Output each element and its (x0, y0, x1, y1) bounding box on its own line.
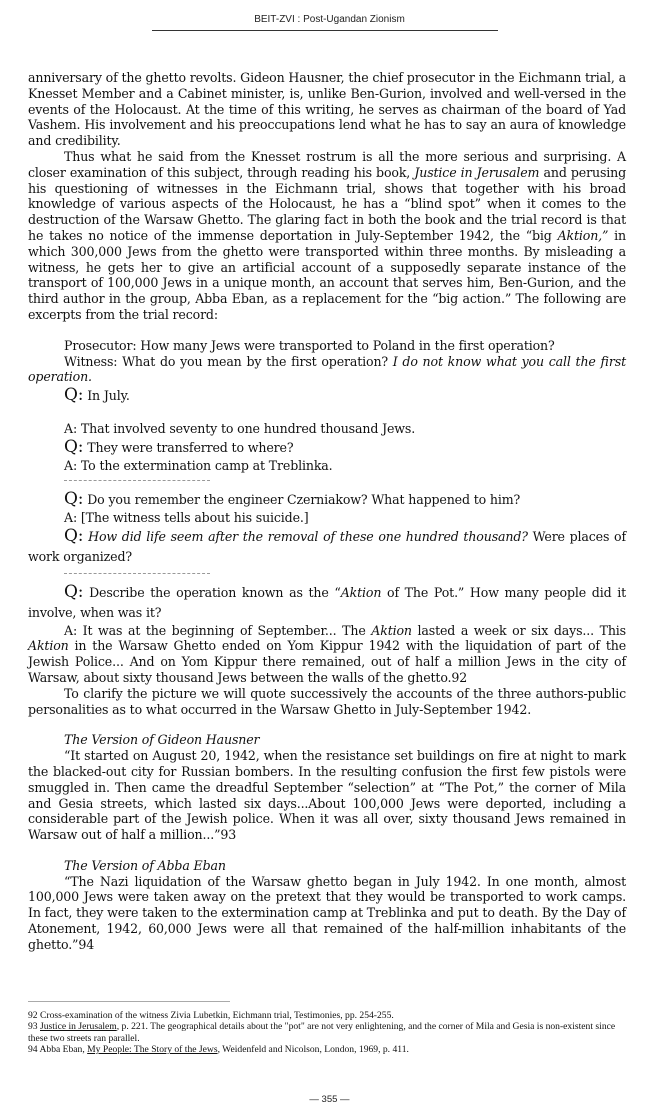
quote-hausner: “It started on August 20, 1942, when the resistance set buildings on fire at night to mark the blacked-out city for Russian bombers. In the resulting confusion the first few pistols were smuggled in. Then came the dreadful September “selection” at “The Pot,” the corner of Mila and Gesia streets, which lasted six days...About 100,000 Jews were deported, including a considerable part of the Jewish police. When it was all over, sixty thousand Jews remained in Warsaw out of half a million...”93 (28, 748, 626, 843)
trial-transcript (28, 338, 626, 686)
transcript-a3: A: [The witness tells about his suicide.] (64, 509, 309, 525)
transcript-q1: Q: In July. (64, 385, 130, 406)
transcript-q4: Q: How did life seem after the removal of these one hundred thousand? Were places of work organized? (28, 525, 627, 564)
transcript-a1: A: That involved seventy to one hundred thousand Jews. (64, 421, 416, 437)
footnote-92: 92 Cross-examination of the witness Zivia Lubetkin, Eichmann trial, Testimonies, pp. 254-255. (28, 1010, 394, 1021)
transcript-q2: Q: They were transferred to where? (64, 436, 294, 457)
page-body (28, 70, 626, 953)
footnote-book-title: My People: The Story of the Jews (87, 1044, 218, 1056)
book-title-justice-in-jerusalem: Justice in Jerusalem (414, 164, 540, 180)
paragraph-blind-spot: Thus what he said from the Knesset rostrum is all the more serious and surprising. A closer examination of this subject, through reading his book, Justice in Jerusalem and perusing his questioning of witnesses in the Eichmann trial, shows that together with his broad knowledge of various aspects of the Holocaust, he has a “blind spot” when it comes to the destruction of the Warsaw Ghetto. The glaring fact in both the book and the trial record is that he takes no notice of the immense deportation in July-September 1942, the “big Aktion,” in which 300,000 Jews from the ghetto were transported within three months. By misleading a witness, he gets her to give an artificial account of a supposedly separate instance of the transport of 100,000 Jews in a unique month, an account that serves him, Ben-Gurion, and the third author in the group, Abba Eban, as a replacement for the “big action.” The following are excerpts from the trial record: (28, 148, 627, 322)
transcript-q5: Q: Describe the operation known as the “Aktion of The Pot.” How many people did it involve, when was it? (28, 581, 627, 620)
heading-eban-version: The Version of Abba Eban (64, 857, 226, 873)
footnote-93: 93 Justice in Jerusalem, p. 221. The geographical details about the "pot" are not very enlightening, and the corner of Mila and Gesia is non-existent since these two streets ran parallel. (28, 1021, 616, 1044)
running-header: BEIT-ZVI : Post-Ugandan Zionism (254, 14, 405, 25)
footnotes (28, 1010, 628, 1056)
footnote-rule (28, 1001, 230, 1002)
page-number: — 355 — (309, 1094, 350, 1105)
transcript-prosecutor: Prosecutor: How many Jews were transported to Poland in the first operation? (64, 337, 555, 353)
transcript-a2: A: To the extermination camp at Treblinka. (64, 457, 333, 473)
transcript-a5: A: It was at the beginning of September... The Aktion lasted a week or six days... This Aktion in the Warsaw Ghetto ended on Yom Kippur 1942 with the liquidation of part of the Jewish Police... And on Yom Kippur there remained, out of half a million Jews in the city of Warsaw, about sixty thousand Jews between the walls of the ghetto.92 (28, 622, 626, 685)
quote-eban: “The Nazi liquidation of the Warsaw ghetto began in July 1942. In one month, almost 100,000 Jews were taken away on the pretext that they would be transported to work camps. In fact, they were taken to the extermination camp at Treblinka and put to death. By the Day of Atonement, 1942, 60,000 Jews were all that remained of the half-million inhabitants of the ghetto.”94 (28, 873, 626, 952)
footnote-book-title: Justice in Jerusalem (40, 1021, 117, 1033)
transcript-witness: Witness: What do you mean by the first operation? I do not know what you call the first operation. (28, 353, 626, 385)
q-label: Q: (64, 385, 84, 406)
transcript-q3: Q: Do you remember the engineer Czerniakow? What happened to him? (64, 488, 521, 509)
footnote-94: 94 Abba Eban, My People: The Story of the Jews, Weidenfeld and Nicolson, London, 1969, p. 411. (28, 1044, 409, 1056)
paragraph-hausner-intro: anniversary of the ghetto revolts. Gideon Hausner, the chief prosecutor in the Eichmann trial, a Knesset Member and a Cabinet minister, is, unlike Ben-Gurion, involved and well-versed in the events of the Holocaust. At the time of this writing, he serves as chairman of the board of Yad Vashem. His involvement and his preoccupations lend what he has to say an aura of knowledge and credibility. (28, 70, 626, 149)
header-rule (152, 30, 498, 31)
transcript-separator (64, 573, 210, 580)
paragraph-clarify: To clarify the picture we will quote successively the accounts of the three authors-public personalities as to what occurred in the Warsaw Ghetto in July-September 1942. (28, 685, 626, 717)
transcript-separator (64, 480, 210, 487)
heading-hausner-version: The Version of Gideon Hausner (64, 732, 260, 748)
